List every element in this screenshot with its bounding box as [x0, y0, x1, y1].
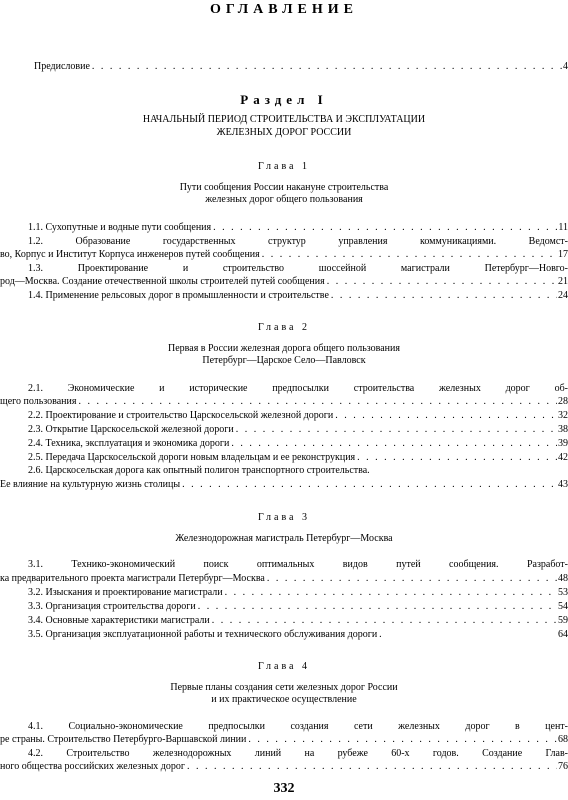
toc-entry-title: ка предварительного проекта магистрали Петербург—Москва: [0, 573, 265, 584]
toc-entry[interactable]: [0, 395, 568, 408]
toc-entry-title: 1.1. Сухопутные и водные пути сообщения: [28, 222, 212, 233]
toc-entry[interactable]: [0, 437, 568, 450]
toc-entry-page: 24: [558, 290, 568, 301]
dot-leader: [225, 586, 557, 599]
dot-leader: [231, 437, 557, 450]
toc-entry-title: ре страны. Строительство Петербурго-Варшавской линии: [0, 734, 247, 745]
toc-entry[interactable]: [0, 760, 568, 773]
dot-leader: [212, 614, 557, 627]
dot-leader: [198, 600, 557, 613]
toc-entry[interactable]: [0, 409, 568, 422]
section-title-line-1: НАЧАЛЬНЫЙ ПЕРИОД СТРОИТЕЛЬСТВА И ЭКСПЛУАТАЦИИ: [142, 114, 426, 125]
toc-entry[interactable]: [0, 275, 568, 288]
dot-leader: [262, 248, 557, 261]
dot-leader: [267, 572, 557, 585]
toc-entry-page: 4: [563, 61, 568, 72]
chapter-2-title-line-1: Первая в России железная дорога общего пользования: [168, 343, 400, 354]
toc-entry-page: 39: [558, 438, 568, 449]
toc-entry-title: 3.4. Основные характеристики магистрали: [28, 615, 210, 626]
chapter-2-title-line-2: Петербург—Царское Село—Павловск: [202, 355, 366, 366]
toc-entry-title: род—Москва. Создание отечественной школы строителей путей сообщения: [0, 276, 325, 287]
toc-entry-line[interactable]: 3.1. Технико-экономический поиск оптимальных видов путей сообщения. Разработ-: [28, 559, 568, 570]
toc-entry-line[interactable]: 2.6. Царскосельская дорога как опытный полигон транспортного строительства.: [28, 465, 370, 476]
dot-leader: [92, 60, 562, 73]
toc-entry-page: 76: [558, 761, 568, 772]
toc-entry-title: Предисловие: [34, 61, 90, 72]
toc-entry-title: щего пользования: [0, 396, 77, 407]
toc-entry-preface[interactable]: [0, 60, 568, 73]
toc-entry[interactable]: [0, 614, 568, 627]
toc-entry[interactable]: [0, 221, 568, 234]
toc-entry-title: 2.4. Техника, эксплуатация и экономика дороги: [28, 438, 230, 449]
toc-entry[interactable]: [0, 423, 568, 436]
toc-entry-page: 21: [558, 276, 568, 287]
chapter-3-label: Глава 3: [258, 512, 310, 523]
toc-entry[interactable]: [0, 600, 568, 613]
toc-entry[interactable]: [0, 289, 568, 302]
toc-entry-title: 2.3. Открытие Царскосельской железной дороги: [28, 424, 234, 435]
toc-entry[interactable]: [0, 572, 568, 585]
toc-entry-page: 48: [558, 573, 568, 584]
dot-leader: [236, 423, 557, 436]
dot-leader: [187, 760, 557, 773]
chapter-1-title-line-1: Пути сообщения России накануне строительства: [179, 182, 389, 193]
dot-leader: [78, 395, 557, 408]
chapter-4-title-line-1: Первые планы создания сети железных дорог России: [170, 682, 398, 693]
chapter-4-label: Глава 4: [258, 661, 310, 672]
dot-leader: [379, 628, 385, 641]
chapter-4-title-line-2: и их практическое осуществление: [211, 694, 357, 705]
dot-leader: [213, 221, 557, 234]
toc-entry-title: 2.2. Проектирование и строительство Царскосельской железной дороги: [28, 410, 334, 421]
toc-entry-page: 28: [558, 396, 568, 407]
toc-entry[interactable]: [0, 451, 568, 464]
dot-leader: [327, 275, 557, 288]
toc-entry-line[interactable]: 1.2. Образование государственных структур управления коммуникациями. Ведомст-: [28, 236, 568, 247]
toc-entry-title: Ее влияние на культурную жизнь столицы: [0, 479, 181, 490]
toc-entry[interactable]: [0, 586, 568, 599]
toc-entry-page: 17: [558, 249, 568, 260]
toc-entry-page: 11: [558, 222, 568, 233]
toc-entry-title: ного общества российских железных дорог: [0, 761, 185, 772]
dot-leader: [248, 733, 557, 746]
toc-entry[interactable]: [0, 248, 568, 261]
toc-entry[interactable]: [0, 478, 568, 491]
chapter-2-label: Глава 2: [258, 322, 310, 333]
toc-entry-title: во, Корпус и Институт Корпуса инженеров путей сообщения: [0, 249, 260, 260]
dot-leader: [182, 478, 557, 491]
toc-entry-title: 3.5. Организация эксплуатационной работы и технического обслуживания дороги: [28, 629, 378, 640]
toc-entry-page: 38: [558, 424, 568, 435]
chapter-1-label: Глава 1: [258, 161, 310, 172]
page-number: 332: [273, 781, 295, 796]
dot-leader: [331, 289, 557, 302]
toc-entry-title: 2.5. Передача Царскосельской дороги новым владельцам и ее реконструкция: [28, 452, 356, 463]
toc-entry-line[interactable]: 1.3. Проектирование и строительство шоссейной магистрали Петербург—Новго-: [28, 263, 568, 274]
section-label: Раздел I: [240, 92, 328, 107]
dot-leader: [357, 451, 557, 464]
toc-entry-page: 53: [558, 587, 568, 598]
toc-entry-page: 32: [558, 410, 568, 421]
toc-entry-line[interactable]: 4.1. Социально-экономические предпосылки создания сети железных дорог в цент-: [28, 721, 568, 732]
toc-entry-line[interactable]: 2.1. Экономические и исторические предпосылки строительства железных дорог об-: [28, 383, 568, 394]
dot-leader: [335, 409, 557, 422]
toc-entry-page: 64: [558, 629, 568, 640]
chapter-1-title-line-2: железных дорог общего пользования: [205, 194, 363, 205]
page-title: ОГЛАВЛЕНИЕ: [210, 2, 358, 17]
toc-entry-title: 3.3. Организация строительства дороги: [28, 601, 196, 612]
toc-entry-page: 59: [558, 615, 568, 626]
toc-entry[interactable]: [0, 628, 568, 641]
toc-entry-page: 68: [558, 734, 568, 745]
chapter-3-title-line-1: Железнодорожная магистраль Петербург—Москва: [175, 533, 393, 544]
toc-entry-title: 1.4. Применение рельсовых дорог в промышленности и строительстве: [28, 290, 329, 301]
toc-entry-line[interactable]: 4.2. Строительство железнодорожных линий на рубеже 60-х годов. Создание Глав-: [28, 748, 568, 759]
toc-entry-title: 3.2. Изыскания и проектирование магистрали: [28, 587, 223, 598]
section-title-line-2: ЖЕЛЕЗНЫХ ДОРОГ РОССИИ: [216, 127, 352, 138]
toc-entry-page: 42: [558, 452, 568, 463]
toc-entry-page: 54: [558, 601, 568, 612]
toc-entry[interactable]: [0, 733, 568, 746]
toc-entry-page: 43: [558, 479, 568, 490]
